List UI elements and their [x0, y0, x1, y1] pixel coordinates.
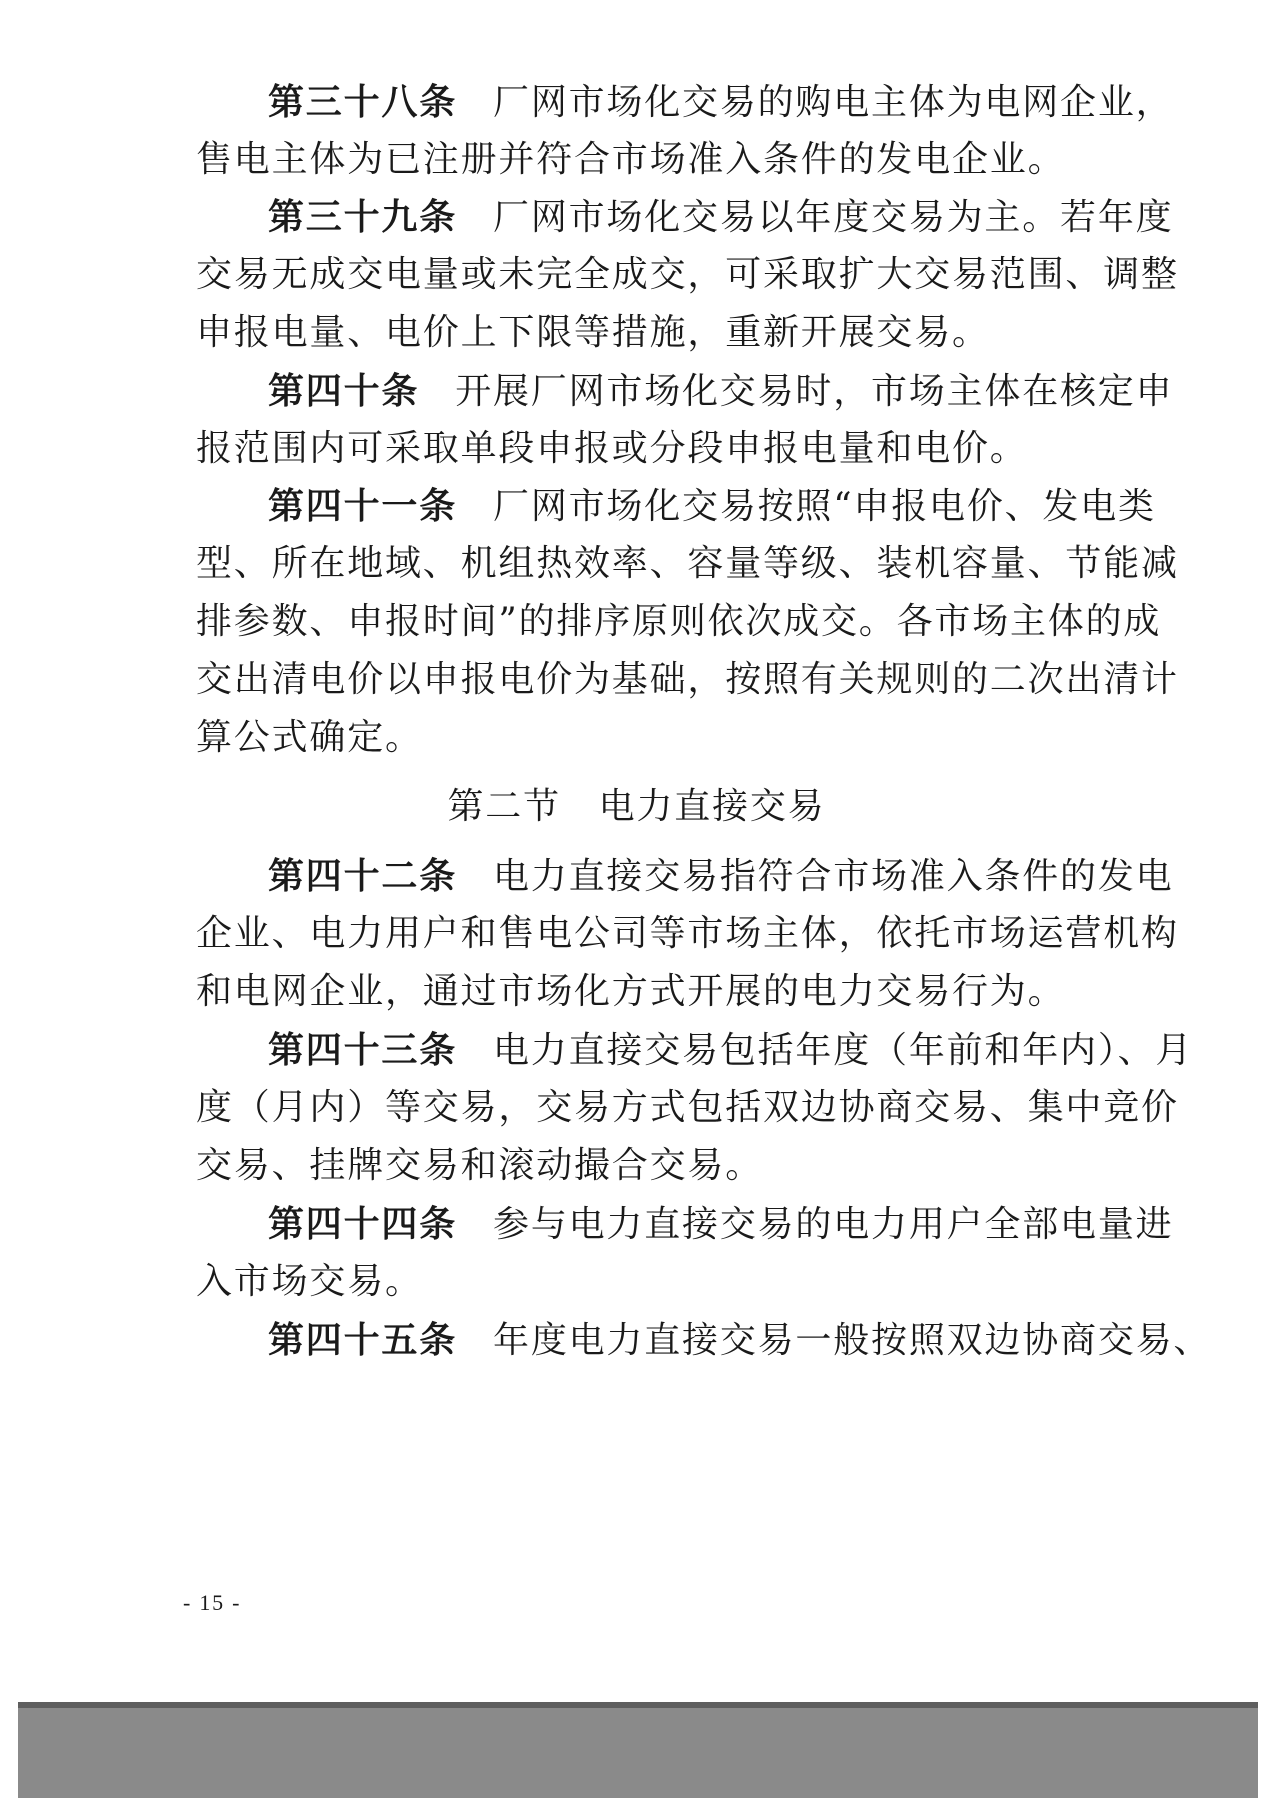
article-line [196, 659, 1179, 700]
article-line [196, 1087, 1179, 1128]
article-line [196, 140, 1086, 180]
article-first-line [196, 1319, 1212, 1361]
article-number: 第四十一条 [268, 485, 458, 527]
article-line [196, 718, 1086, 758]
article-number: 第三十九条 [268, 196, 458, 238]
article-first-line [196, 81, 1174, 123]
article-text: 度（月内）等交易，交易方式包括双边协商交易、集中竞价 [196, 1087, 1179, 1128]
article-text: 电力直接交易指符合市场准入条件的发电 [493, 856, 1174, 897]
article-text: 入市场交易。 [196, 1261, 423, 1302]
article-text: 开展厂网市场化交易时，市场主体在核定申 [455, 371, 1174, 412]
article-number: 第四十三条 [268, 1029, 458, 1071]
article-line [196, 972, 1086, 1012]
article-line [196, 254, 1179, 295]
article-line [196, 313, 1086, 353]
article-line [196, 913, 1179, 954]
article-text: 和电网企业，通过市场化方式开展的电力交易行为。 [196, 971, 1066, 1012]
article-first-line [196, 1203, 1174, 1245]
article-number: 第四十二条 [268, 855, 458, 897]
article-text: 电力直接交易包括年度（年前和年内）、月 [493, 1030, 1194, 1071]
article-text: 交出清电价以申报电价为基础，按照有关规则的二次出清计 [196, 659, 1179, 700]
article-first-line [196, 370, 1174, 412]
article-first-line [196, 485, 1156, 527]
page-number: - 15 - [183, 1590, 242, 1615]
article-first-line [196, 1029, 1194, 1071]
article-line [196, 543, 1179, 584]
article-number: 第四十五条 [268, 1319, 458, 1361]
article-number: 第四十四条 [268, 1203, 458, 1245]
article-number: 第四十条 [268, 370, 420, 412]
article-line [196, 429, 1086, 469]
article-text: 售电主体为已注册并符合市场准入条件的发电企业。 [196, 139, 1066, 180]
article-text: 企业、电力用户和售电公司等市场主体，依托市场运营机构 [196, 913, 1179, 954]
article-text: 年度电力直接交易一般按照双边协商交易、 [493, 1320, 1212, 1361]
article-first-line [196, 196, 1174, 238]
article-text: 厂网市场化交易以年度交易为主。若年度 [493, 197, 1174, 238]
article-text: 交易无成交电量或未完全成交，可采取扩大交易范围、调整 [196, 254, 1179, 295]
article-text: 厂网市场化交易的购电主体为电网企业， [493, 82, 1174, 123]
article-line [196, 1146, 1086, 1186]
article-first-line [196, 855, 1174, 897]
scan-bottom-band [18, 1702, 1258, 1798]
article-text: 报范围内可采取单段申报或分段申报电量和电价。 [196, 428, 1028, 469]
article-number: 第三十八条 [268, 81, 458, 123]
article-line [196, 1262, 1086, 1302]
article-text: 申报电量、电价上下限等措施，重新开展交易。 [196, 312, 990, 353]
article-text: 厂网市场化交易按照“申报电价、发电类 [493, 486, 1156, 527]
article-line [196, 601, 1162, 642]
article-text: 交易、挂牌交易和滚动撮合交易。 [196, 1145, 764, 1186]
article-text: 参与电力直接交易的电力用户全部电量进 [493, 1204, 1174, 1245]
article-text: 算公式确定。 [196, 717, 423, 758]
article-text: 排参数、申报时间”的排序原则依次成交。各市场主体的成 [196, 601, 1162, 642]
section-heading: 第二节 电力直接交易 [447, 786, 826, 827]
article-text: 型、所在地域、机组热效率、容量等级、装机容量、节能减 [196, 543, 1179, 584]
